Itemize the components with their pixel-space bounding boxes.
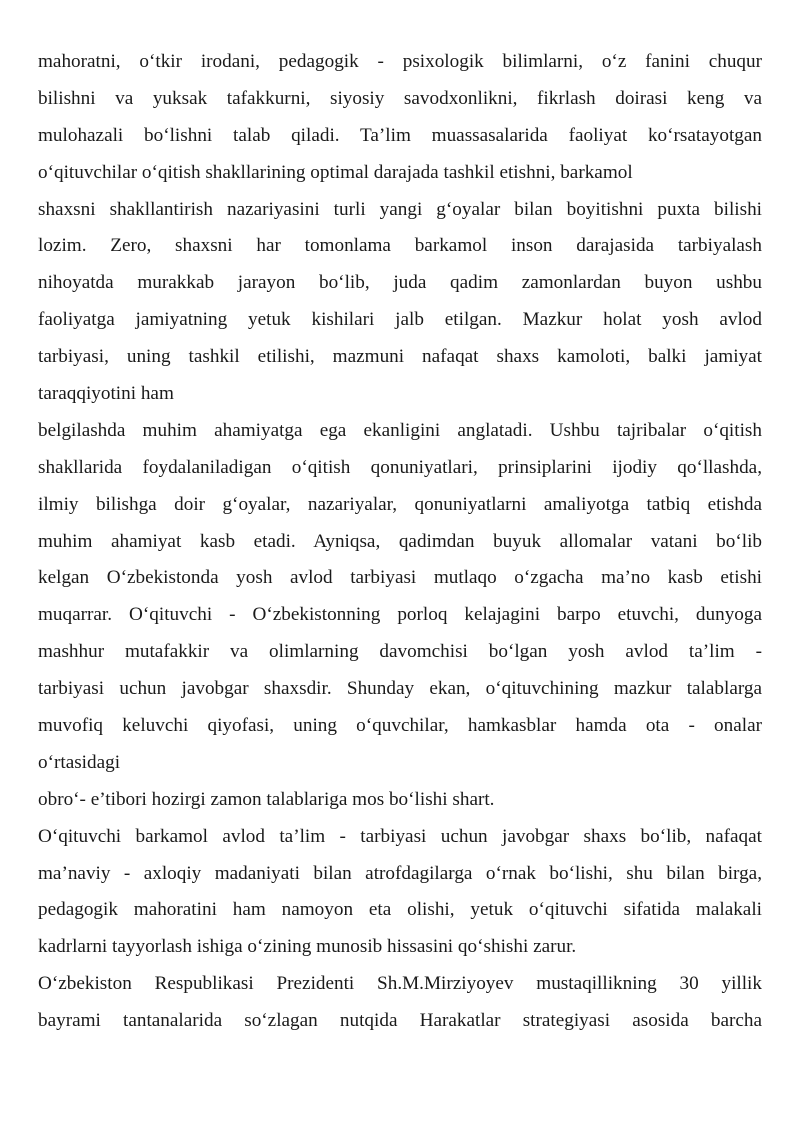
text-line: muqarrar. O‘qituvchi - O‘zbekistonning porloq kelajagini barpo etuvchi, dunyoga [38, 604, 762, 626]
text-line: shakllarida foydalaniladigan o‘qitish qonuniyatlari, prinsiplarini ijodiy qo‘llashda, [38, 456, 762, 478]
text-line: taraqqiyotini ham [38, 383, 174, 405]
text-line: obro‘- e’tibori hozirgi zamon talablariga mos bo‘lishi shart. [38, 788, 495, 810]
text-line: shaxsni shakllantirish nazariyasini turli yangi g‘oyalar bilan boyitishni puxta bilishi [38, 198, 762, 220]
text-line: belgilashda muhim ahamiyatga ega ekanligini anglatadi. Ushbu tajribalar o‘qitish [38, 419, 762, 441]
text-line: lozim. Zero, shaxsni har tomonlama barkamol inson darajasida tarbiyalash [38, 235, 762, 257]
text-line: O‘qituvchi barkamol avlod ta’lim - tarbiyasi uchun javobgar shaxs bo‘lib, nafaqat [38, 825, 762, 847]
text-line: muvofiq keluvchi qiyofasi, uning o‘quvchilar, hamkasblar hamda ota - onalar [38, 715, 762, 737]
text-line: faoliyatga jamiyatning yetuk kishilari jalb etilgan. Mazkur holat yosh avlod [38, 309, 762, 331]
text-line: ilmiy bilishga doir g‘oyalar, nazariyalar, qonuniyatlarni amaliyotga tatbiq etishda [38, 493, 762, 515]
text-line: o‘qituvchilar o‘qitish shakllarining optimal darajada tashkil etishni, barkamol [38, 161, 633, 183]
text-line: kelgan O‘zbekistonda yosh avlod tarbiyasi mutlaqo o‘zgacha ma’no kasb etishi [38, 567, 762, 589]
text-line: kadrlarni tayyorlash ishiga o‘zining munosib hissasini qo‘shishi zarur. [38, 936, 577, 958]
text-line: o‘rtasidagi [38, 751, 121, 773]
document-page [38, 44, 762, 1040]
text-line: bayrami tantanalarida so‘zlagan nutqida Harakatlar strategiyasi asosida barcha [38, 1010, 762, 1032]
text-line: nihoyatda murakkab jarayon bo‘lib, juda qadim zamonlardan buyon ushbu [38, 272, 762, 294]
text-line: mahoratni, o‘tkir irodani, pedagogik - psixologik bilimlarni, o‘z fanini chuqur [38, 51, 762, 72]
text-line: mashhur mutafakkir va olimlarning davomchisi bo‘lgan yosh avlod ta’lim - [38, 641, 762, 663]
text-line: tarbiyasi uchun javobgar shaxsdir. Shunday ekan, o‘qituvchining mazkur talablarga [38, 678, 762, 700]
text-line: O‘zbekiston Respublikasi Prezidenti Sh.M.Mirziyoyev mustaqillikning 30 yillik [38, 973, 762, 995]
text-line: ma’naviy - axloqiy madaniyati bilan atrofdagilarga o‘rnak bo‘lishi, shu bilan birga, [38, 862, 762, 884]
text-line: pedagogik mahoratini ham namoyon eta olishi, yetuk o‘qituvchi sifatida malakali [38, 899, 762, 921]
text-line: tarbiyasi, uning tashkil etilishi, mazmuni nafaqat shaxs kamoloti, balki jamiyat [38, 346, 762, 368]
text-line: bilishni va yuksak tafakkurni, siyosiy savodxonlikni, fikrlash doirasi keng va [38, 87, 762, 109]
text-line: muhim ahamiyat kasb etadi. Ayniqsa, qadimdan buyuk allomalar vatani bo‘lib [38, 530, 762, 552]
text-line: mulohazali bo‘lishni talab qiladi. Ta’lim muassasalarida faoliyat ko‘rsatayotgan [38, 124, 762, 146]
